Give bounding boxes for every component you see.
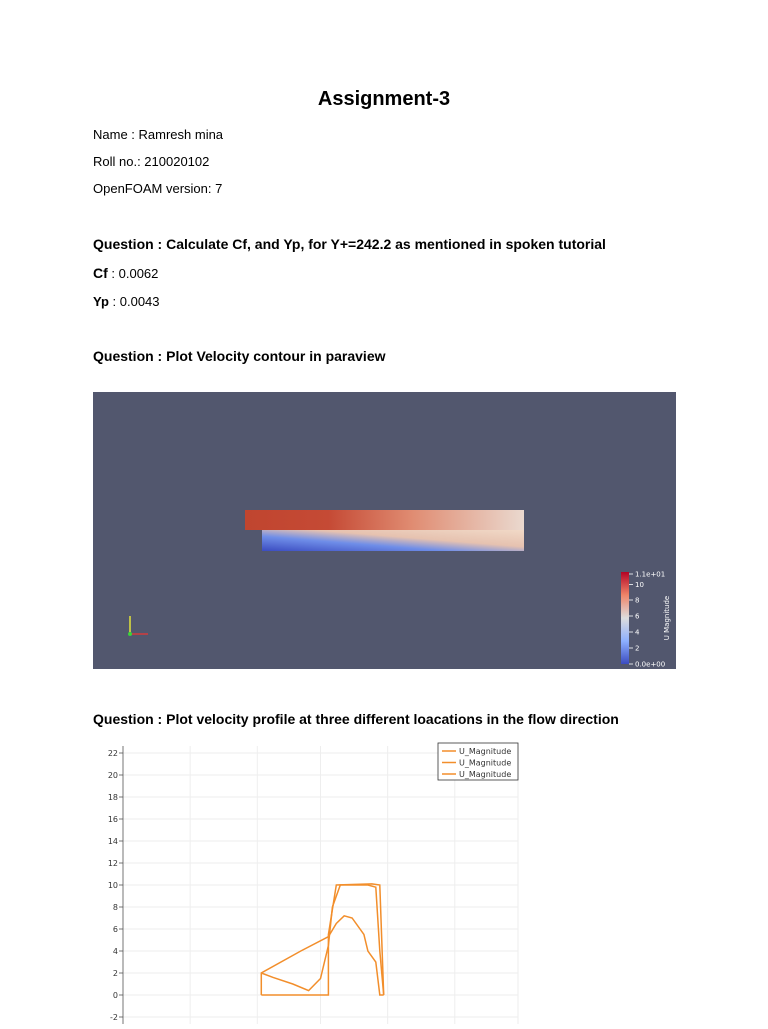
legend (438, 743, 518, 780)
legend-label: U_Magnitude (459, 747, 512, 756)
cf-value: : 0.0062 (107, 266, 159, 281)
y-tick-label: 22 (107, 749, 118, 758)
openfoam-version: OpenFOAM version: 7 (93, 181, 223, 196)
y-tick-label: 16 (107, 815, 118, 824)
yp-label: Yp (93, 294, 109, 309)
question-2: Question : Plot Velocity contour in paraview (93, 348, 386, 364)
contour-svg (93, 392, 676, 669)
lower-channel-region (262, 530, 524, 551)
y-tick-label: 2 (112, 969, 118, 978)
y-tick-label: 10 (107, 881, 118, 890)
legend-label: U_Magnitude (459, 770, 512, 779)
series-line-1 (261, 916, 383, 995)
colorbar-tick-label: 1.1e+01 (635, 570, 666, 579)
colorbar-ticks (629, 571, 665, 669)
roll-number: Roll no.: 210020102 (93, 154, 210, 169)
y-tick-label: 12 (107, 859, 118, 868)
colorbar (621, 572, 629, 664)
colorbar-tick-label: 4 (635, 628, 640, 637)
question-1: Question : Calculate Cf, and Yp, for Y+=242.2 as mentioned in spoken tutorial (93, 236, 606, 252)
colorbar-tick-label: 8 (635, 596, 640, 605)
colorbar-title: U Magnitude (663, 595, 671, 641)
y-tick-label: 18 (107, 793, 118, 802)
legend-label: U_Magnitude (459, 758, 512, 768)
colorbar-tick-label: 10 (635, 581, 644, 589)
page-title: Assignment-3 (317, 88, 451, 110)
y-tick-label: 6 (112, 925, 118, 934)
y-tick-label: 8 (112, 903, 118, 912)
cf-answer (93, 265, 158, 281)
velocity-profile-svg (93, 740, 523, 1024)
y-tick-label: -2 (110, 1013, 118, 1022)
colorbar-tick-label: 2 (635, 644, 640, 653)
y-tick-label: 0 (112, 991, 118, 1000)
y-tick-label: 4 (112, 947, 118, 956)
y-tick-label: 20 (107, 771, 118, 780)
velocity-profile-chart (93, 740, 523, 1024)
student-name: Name : Ramresh mina (93, 127, 224, 142)
question-3: Question : Plot velocity profile at three different loacations in the flow direction (93, 711, 619, 727)
upper-channel-region (245, 510, 524, 530)
yp-answer (93, 294, 160, 309)
colorbar-tick-label: 6 (635, 612, 640, 621)
axes-triad-icon (128, 616, 148, 636)
yp-value: : 0.0043 (108, 294, 160, 309)
velocity-contour-image (93, 392, 676, 669)
y-tick-label: 14 (107, 837, 118, 846)
cf-label: Cf (93, 265, 108, 281)
colorbar-tick-label: 0.0e+00 (635, 660, 666, 669)
